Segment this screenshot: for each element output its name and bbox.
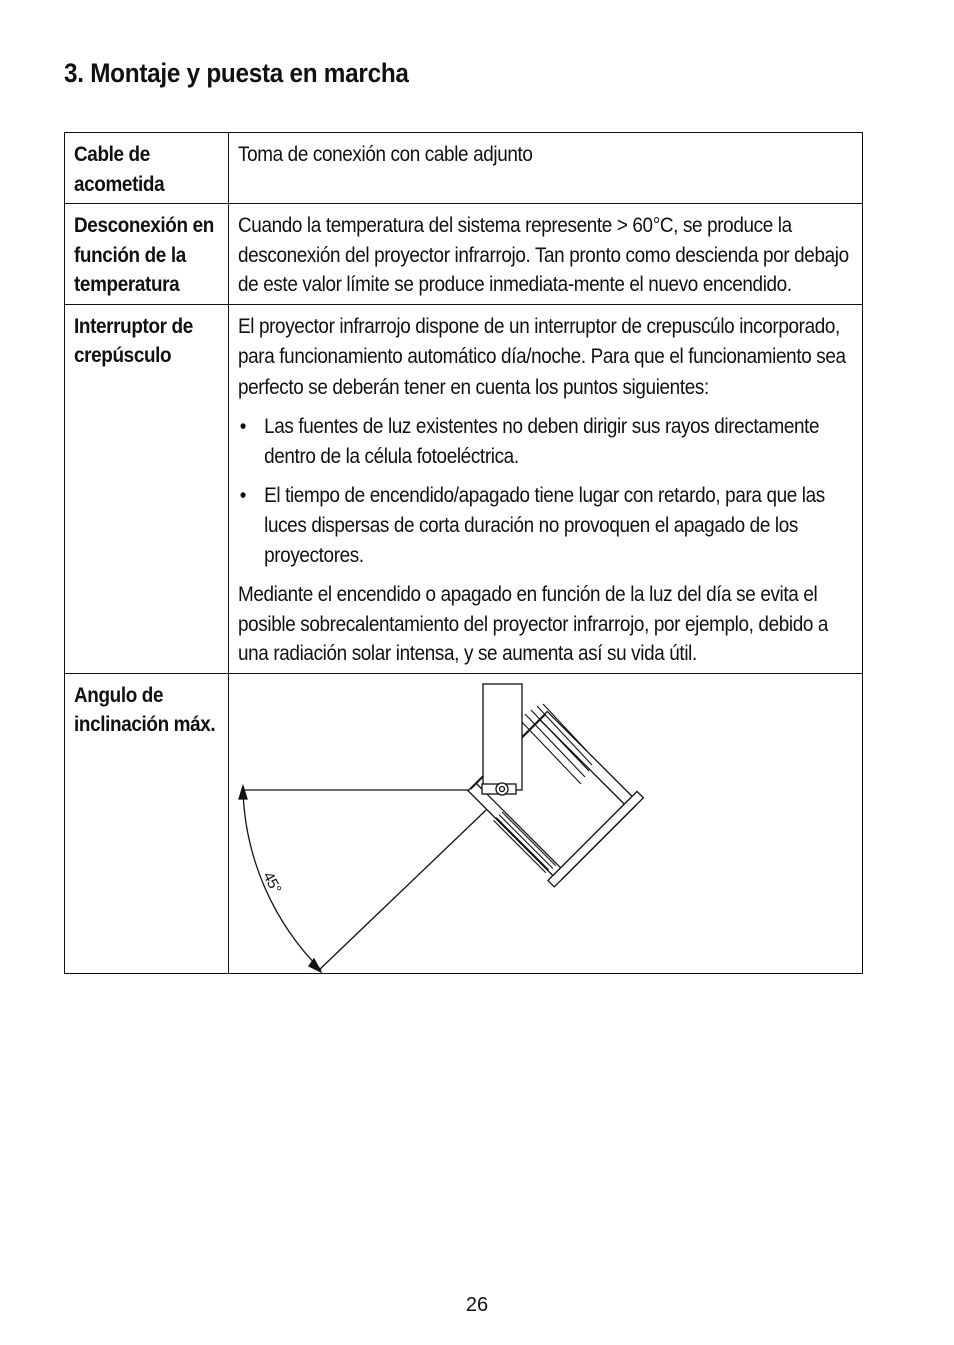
spec-table [64, 132, 863, 974]
page-number: 26 [465, 1294, 489, 1316]
table-row [65, 204, 863, 305]
tilt-angle-diagram [229, 674, 863, 984]
twilight-intro: El proyector infrarrojo dispone de un interruptor de crepuscúlo incorporado, para funcionamiento automático día/noche. Para que el funcionamiento sea perfecto se deberán tener en cuenta los puntos siguientes: [238, 314, 846, 399]
row-value-temperature: Cuando la temperatura del sistema represente > 60°C, se produce la desconexión del proyector infrarrojo. Tan pronto como descienda por debajo de este valor límite se produce inmediata-mente el nuevo encendido. [238, 214, 849, 296]
arc-arrow-bottom-icon [309, 959, 321, 972]
row-label-cable: Cable de acometida [74, 143, 165, 196]
mounting-bracket [483, 684, 522, 790]
angle-label: 45° [259, 868, 285, 896]
table-row [65, 304, 863, 673]
row-label-temperature: Desconexión en función de la temperatura [74, 214, 214, 296]
row-label-tilt-angle: Angulo de inclinación máx. [74, 683, 216, 736]
list-item: • El tiempo de encendido/apagado tiene lugar con retardo, para que las luces dispersas de corta duración no provoquen el apagado de los proyectores. [238, 481, 853, 571]
page-title: 3. Montaje y puesta en marcha [64, 58, 409, 88]
tilt-diagram-cell [229, 673, 863, 973]
table-row [65, 673, 863, 973]
tilt-line [318, 790, 507, 971]
row-label-twilight-switch: Interruptor de crepúsculo [74, 314, 193, 367]
list-item: • Las fuentes de luz existentes no deben dirigir sus rayos directamente dentro de la célula fotoeléctrica. [238, 412, 853, 472]
bullet-icon: • [239, 415, 247, 438]
pivot-screw-icon [496, 783, 508, 795]
table-row [65, 133, 863, 204]
twilight-bullet-list [238, 412, 853, 571]
arc-arrow-top-icon [239, 786, 247, 799]
twilight-closing: Mediante el encendido o apagado en función de la luz del día se evita el posible sobrecalentamiento del proyector infrarrojo, por ejemplo, debido a una radiación solar intensa, y se aumenta así su vida útil. [238, 583, 829, 665]
angle-arc [243, 792, 321, 970]
row-value-cable: Toma de conexión con cable adjunto [238, 143, 533, 166]
bullet-icon: • [239, 484, 247, 507]
